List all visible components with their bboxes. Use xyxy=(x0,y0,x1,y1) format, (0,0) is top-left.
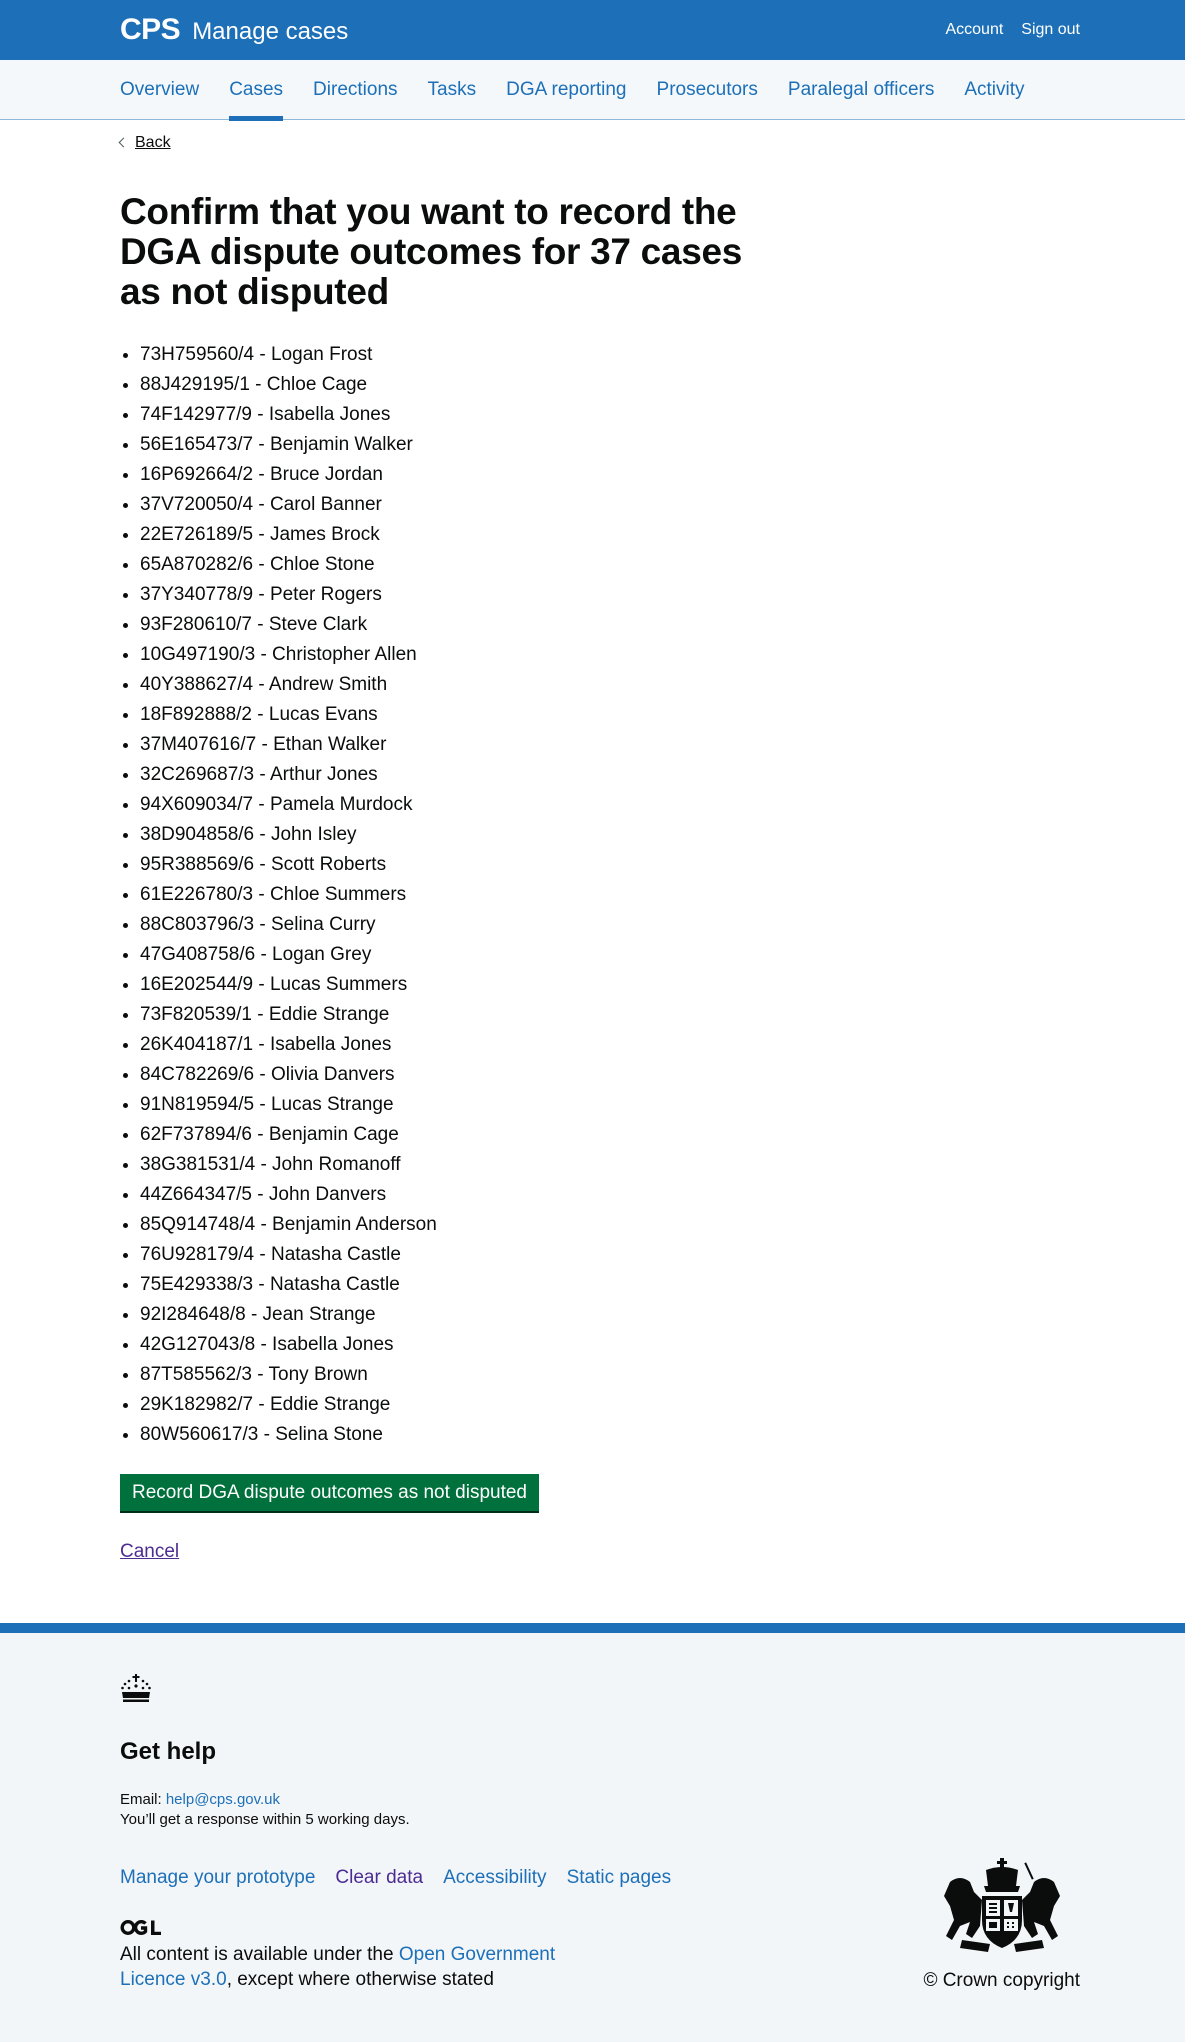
footer-link-manage-prototype[interactable]: Manage your prototype xyxy=(120,1867,316,1888)
case-list-item: • 22E726189/5 - James Brock xyxy=(140,522,1080,552)
case-list-item: • 87T585562/3 - Tony Brown xyxy=(140,1362,1080,1392)
copyright-block xyxy=(923,1856,1080,1992)
case-list-item: • 62F737894/6 - Benjamin Cage xyxy=(140,1122,1080,1152)
nav-link-tasks[interactable]: Tasks xyxy=(427,79,477,100)
case-list-item: • 38D904858/6 - John Isley xyxy=(140,822,1080,852)
case-list-item: • 44Z664347/5 - John Danvers xyxy=(140,1182,1080,1212)
case-list-item: • 42G127043/8 - Isabella Jones xyxy=(140,1332,1080,1362)
nav-link-directions[interactable]: Directions xyxy=(313,79,398,100)
case-list-item: • 37Y340778/9 - Peter Rogers xyxy=(140,582,1080,612)
ogl-logo-icon xyxy=(120,1919,162,1936)
case-list-item: • 88C803796/3 - Selina Curry xyxy=(140,912,1080,942)
back-link[interactable] xyxy=(120,134,171,152)
help-email-link[interactable]: help@cps.gov.uk xyxy=(165,1791,281,1808)
case-list-item: • 38G381531/4 - John Romanoff xyxy=(140,1152,1080,1182)
service-home-link[interactable] xyxy=(120,13,348,47)
primary-navigation xyxy=(0,60,1185,120)
case-list-item: • 88J429195/1 - Chloe Cage xyxy=(140,372,1080,402)
nav-item-directions xyxy=(313,60,397,120)
case-list-item: • 37V720050/4 - Carol Banner xyxy=(140,492,1080,522)
case-list-item: • 65A870282/6 - Chloe Stone xyxy=(140,552,1080,582)
footer-link-static-pages[interactable]: Static pages xyxy=(566,1867,672,1888)
get-help-heading: Get help xyxy=(120,1738,217,1765)
footer-links xyxy=(120,1867,671,1889)
case-list-item: • 56E165473/7 - Benjamin Walker xyxy=(140,432,1080,462)
nav-link-cases[interactable]: Cases xyxy=(229,79,284,100)
nav-link-overview[interactable]: Overview xyxy=(120,79,200,100)
nav-item-prosecutors xyxy=(657,60,758,120)
footer-link-clear-data[interactable]: Clear data xyxy=(335,1867,424,1888)
account-navigation xyxy=(945,21,1080,39)
nav-item-overview xyxy=(120,60,199,120)
crown-copyright-link[interactable]: © Crown copyright xyxy=(923,1970,1080,1991)
case-list-item: • 91N819594/5 - Lucas Strange xyxy=(140,1092,1080,1122)
cps-logo: CPS xyxy=(120,13,181,46)
case-list-item: • 26K404187/1 - Isabella Jones xyxy=(140,1032,1080,1062)
case-list xyxy=(120,342,1080,1452)
case-list-item: • 80W560617/3 - Selina Stone xyxy=(140,1422,1080,1452)
nav-link-paralegal-officers[interactable]: Paralegal officers xyxy=(787,79,935,100)
royal-coat-of-arms-icon xyxy=(942,1856,1062,1958)
nav-item-cases xyxy=(229,60,283,120)
case-list-item: • 84C782269/6 - Olivia Danvers xyxy=(140,1062,1080,1092)
response-time-text: You’ll get a response within 5 working days. xyxy=(120,1811,410,1828)
chevron-left-icon xyxy=(119,137,129,147)
case-list-item: • 75E429338/3 - Natasha Castle xyxy=(140,1272,1080,1302)
case-list-item: • 85Q914748/4 - Benjamin Anderson xyxy=(140,1212,1080,1242)
licence-text xyxy=(120,1942,560,1992)
case-list-item: • 32C269687/3 - Arthur Jones xyxy=(140,762,1080,792)
help-email-line xyxy=(120,1790,1080,1810)
account-link[interactable]: Account xyxy=(945,21,1004,38)
case-list-item: • 40Y388627/4 - Andrew Smith xyxy=(140,672,1080,702)
nav-item-dga-reporting xyxy=(506,60,626,120)
ogl-licence-link[interactable]: Open Government Licence v3.0 xyxy=(120,1944,556,1990)
footer-link-accessibility[interactable]: Accessibility xyxy=(443,1867,547,1888)
case-list-item: • 74F142977/9 - Isabella Jones xyxy=(140,402,1080,432)
case-list-item: • 76U928179/4 - Natasha Castle xyxy=(140,1242,1080,1272)
site-header xyxy=(0,0,1185,60)
case-list-item: • 73H759560/4 - Logan Frost xyxy=(140,342,1080,372)
case-list-item: • 95R388569/6 - Scott Roberts xyxy=(140,852,1080,882)
licence-prefix: All content is available under the xyxy=(120,1944,399,1965)
nav-link-activity[interactable]: Activity xyxy=(964,79,1025,100)
case-list-item: • 92I284648/8 - Jean Strange xyxy=(140,1302,1080,1332)
case-list-item: • 18F892888/2 - Lucas Evans xyxy=(140,702,1080,732)
case-list-item: • 16P692664/2 - Bruce Jordan xyxy=(140,462,1080,492)
nav-item-paralegal-officers xyxy=(788,60,934,120)
case-list-item: • 29K182982/7 - Eddie Strange xyxy=(140,1392,1080,1422)
case-list-item: • 73F820539/1 - Eddie Strange xyxy=(140,1002,1080,1032)
service-name: Manage cases xyxy=(192,18,349,45)
licence-suffix: , except where otherwise stated xyxy=(226,1969,494,1990)
case-list-item: • 16E202544/9 - Lucas Summers xyxy=(140,972,1080,1002)
page-title: Confirm that you want to record the DGA dispute outcomes for 37 cases as not disputed xyxy=(120,191,743,312)
case-list-item: • 93F280610/7 - Steve Clark xyxy=(140,612,1080,642)
site-footer xyxy=(0,1623,1185,2042)
case-list-item: • 10G497190/3 - Christopher Allen xyxy=(140,642,1080,672)
email-label: Email: xyxy=(120,1791,166,1808)
case-list-item: • 47G408758/6 - Logan Grey xyxy=(140,942,1080,972)
case-list-item: • 37M407616/7 - Ethan Walker xyxy=(140,732,1080,762)
main-content xyxy=(120,152,1080,1623)
cancel-link[interactable]: Cancel xyxy=(120,1541,180,1562)
crown-icon xyxy=(120,1673,152,1703)
record-not-disputed-button[interactable]: Record DGA dispute outcomes as not disputed xyxy=(120,1474,539,1511)
nav-item-tasks xyxy=(428,60,477,120)
nav-link-dga-reporting[interactable]: DGA reporting xyxy=(506,79,627,100)
nav-item-activity xyxy=(964,60,1024,120)
nav-link-prosecutors[interactable]: Prosecutors xyxy=(656,79,758,100)
back-link-label: Back xyxy=(135,134,171,151)
case-list-item: • 94X609034/7 - Pamela Murdock xyxy=(140,792,1080,822)
case-list-item: • 61E226780/3 - Chloe Summers xyxy=(140,882,1080,912)
sign-out-link[interactable]: Sign out xyxy=(1021,21,1080,38)
